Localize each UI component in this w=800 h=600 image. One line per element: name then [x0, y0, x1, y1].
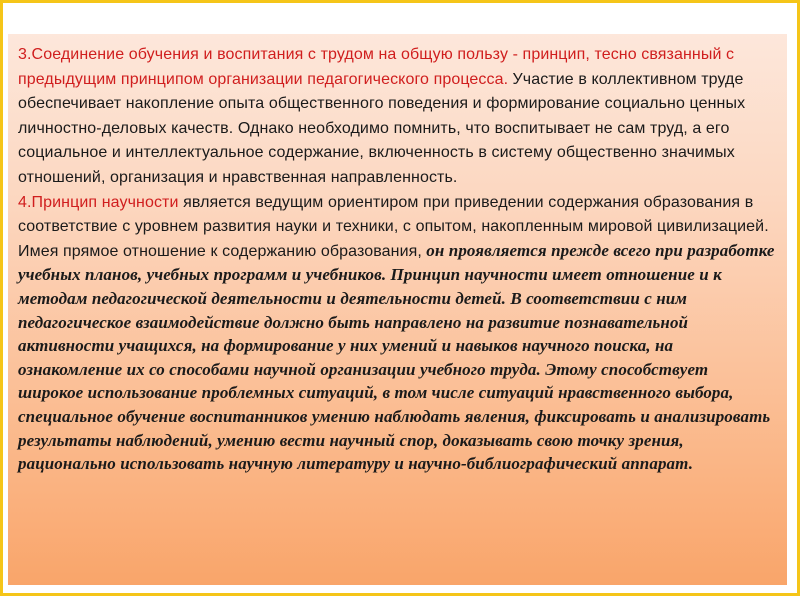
- text-panel: [8, 34, 787, 585]
- slide-text: [18, 42, 777, 476]
- principle-4-emphasis: он проявляется прежде всего при разработке учебных планов, учебных программ и учебников. Принцип научности имеет отношение и к методам педагогической деятельности и деятельности детей. В соответствии с ним педагогическое взаимодействие должно быть направлено на развитие познавательной активности учащихся, на формирование у них умений и навыков научного поиска, на ознакомление их со способами научной организации учебного труда. Этому способствует широкое использование проблемных ситуаций, в том числе ситуаций нравственного выбора, специальное обучение воспитанников умению наблюдать явления, фиксировать и анализировать результаты наблюдений, умению вести научный спор, доказывать свою точку зрения, рационально использовать научную литературу и научно-библиографический аппарат.: [18, 240, 775, 474]
- principle-4-heading: 4.Принцип научности: [18, 193, 179, 211]
- principle-4-paragraph: [18, 190, 777, 476]
- principle-3-body: Участие в коллективном труде обеспечивает накопление опыта общественного поведения и формирование социально ценных личностно-деловых качеств. Однако необходимо помнить, что воспитывает не сам труд, а его социальное и интеллектуальное содержание, включенность в систему общественно значимых отношений, организация и нравственная направленность.: [18, 70, 746, 186]
- principle-4-body: является ведущим ориентиром при приведении содержания образования в соответствие с уровнем развития науки и техники, с опытом, накопленным мировой цивилизацией. Имея прямое отношение к содержанию образования,: [18, 193, 769, 260]
- principle-3-heading: 3.Соединение обучения и воспитания с трудом на общую пользу - принцип, тесно связанный с предыдущим принципом организации педагогического процесса.: [18, 46, 735, 88]
- principle-3-paragraph: [18, 42, 777, 190]
